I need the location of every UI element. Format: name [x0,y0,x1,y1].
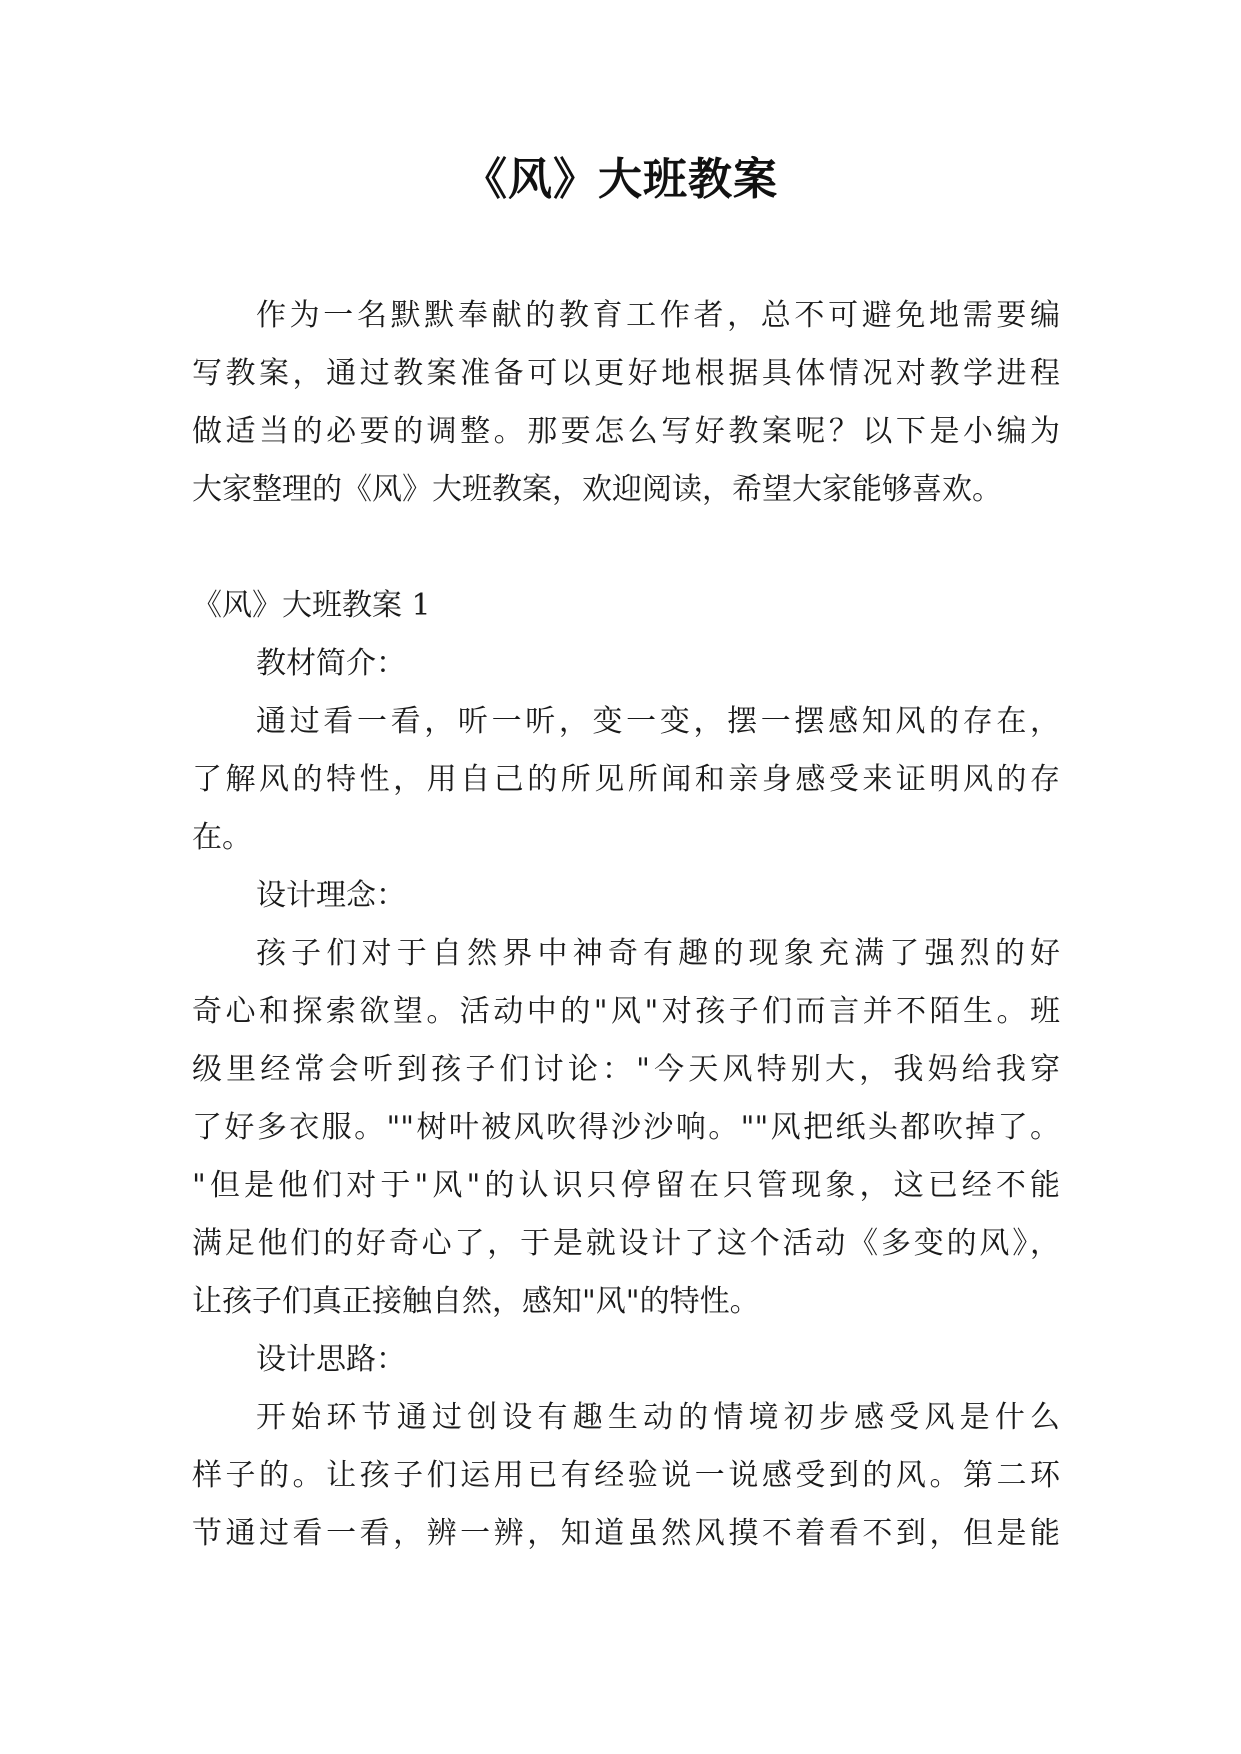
idea-line: 节通过看一看，辨一辨，知道虽然风摸不着看不到，但是能 [192,1516,1060,1551]
concept-line: 了好多衣服。""树叶被风吹得沙沙响。""风把纸头都吹掉了。 [192,1110,1060,1145]
concept-line: "但是他们对于"风"的认识只停留在只管现象，这已经不能 [192,1168,1060,1203]
concept-line: 让孩子们真正接触自然，感知"风"的特性。 [192,1284,760,1319]
materials-line: 在。 [192,820,252,855]
intro-line: 大家整理的《风》大班教案，欢迎阅读，希望大家能够喜欢。 [192,472,1002,507]
materials-line: 了解风的特性，用自己的所见所闻和亲身感受来证明风的存 [192,762,1060,797]
intro-line: 作为一名默默奉献的教育工作者，总不可避免地需要编 [256,298,1060,333]
document-body [192,287,1060,1563]
section-title: 《风》大班教案 1 [192,588,431,623]
concept-line: 奇心和探索欲望。活动中的"风"对孩子们而言并不陌生。班 [192,994,1060,1029]
materials-line: 通过看一看，听一听，变一变，摆一摆感知风的存在， [256,704,1060,739]
idea-line: 样子的。让孩子们运用已有经验说一说感受到的风。第二环 [192,1458,1060,1493]
intro-line: 做适当的必要的调整。那要怎么写好教案呢？以下是小编为 [192,414,1060,449]
concept-line: 满足他们的好奇心了，于是就设计了这个活动《多变的风》， [192,1226,1060,1261]
concept-label: 设计理念： [256,878,406,913]
materials-label: 教材简介： [256,646,406,681]
idea-line: 开始环节通过创设有趣生动的情境初步感受风是什么 [256,1400,1060,1435]
paragraph-gap [192,519,1060,577]
concept-line: 孩子们对于自然界中神奇有趣的现象充满了强烈的好 [256,936,1060,971]
idea-label: 设计思路： [256,1342,406,1377]
concept-line: 级里经常会听到孩子们讨论："今天风特别大，我妈给我穿 [192,1052,1060,1087]
document-title: 《风》大班教案 [463,154,778,205]
intro-line: 写教案，通过教案准备可以更好地根据具体情况对教学进程 [192,356,1060,391]
